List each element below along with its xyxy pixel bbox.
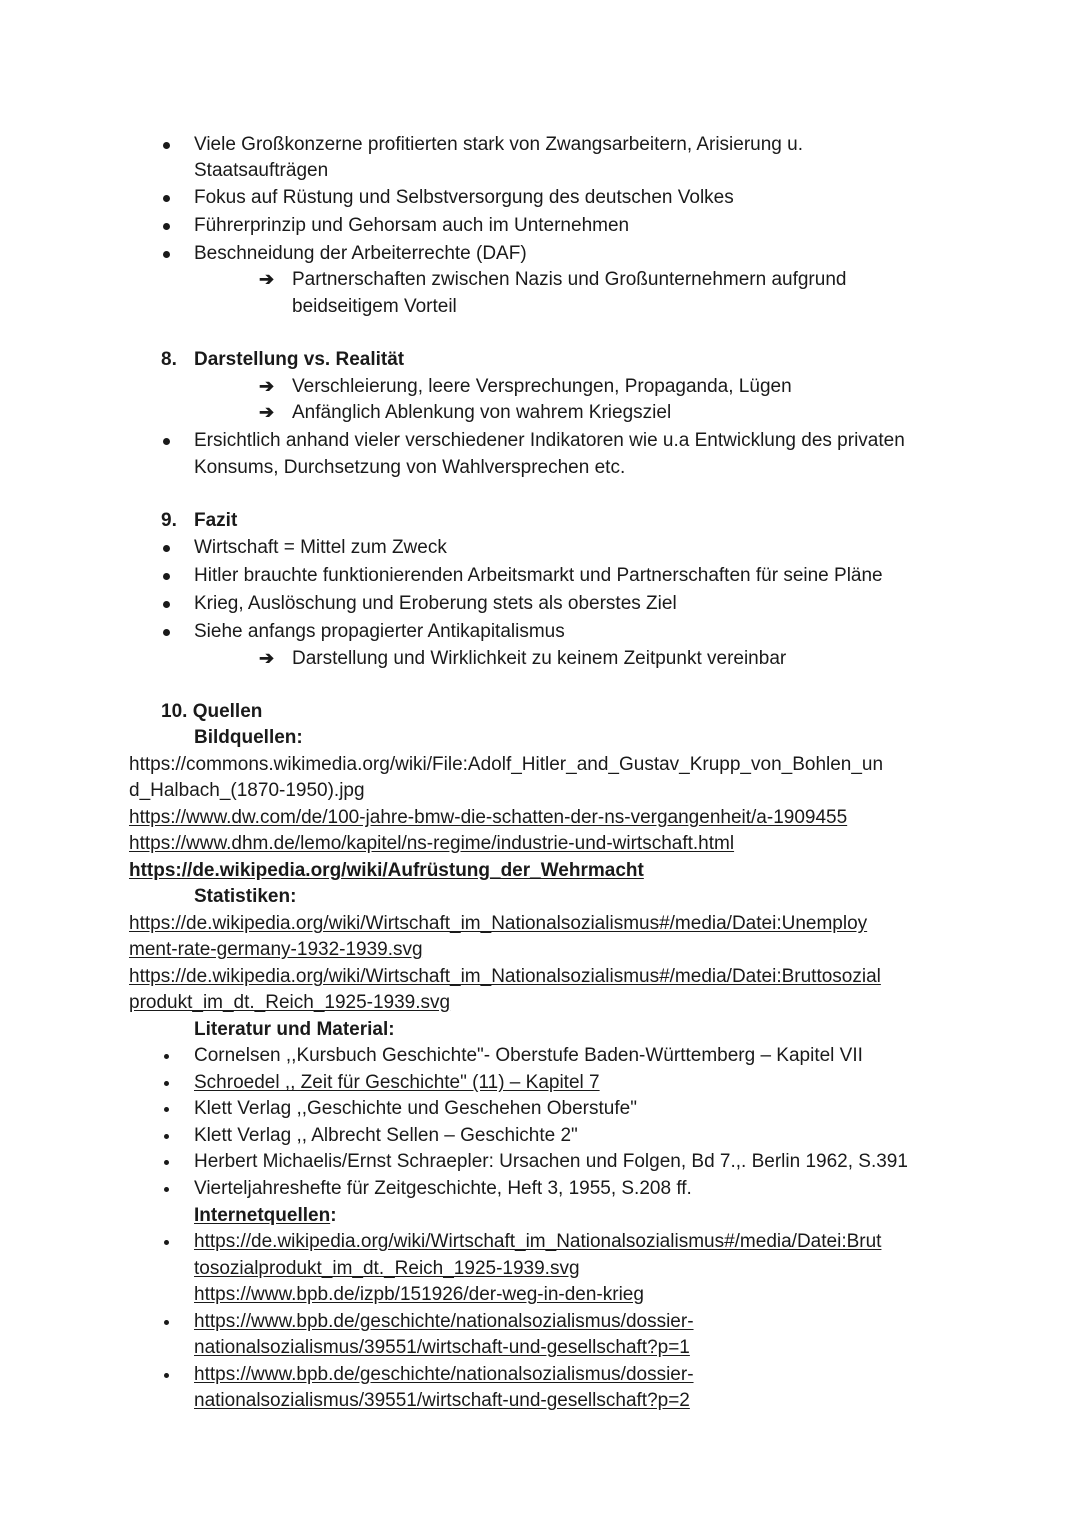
section-9-bullet-text: Wirtschaft = Mittel zum Zweck	[194, 537, 447, 558]
bullet-icon	[163, 195, 170, 202]
bullet-icon	[164, 1054, 169, 1059]
bullet-icon	[163, 573, 170, 580]
internet-source-link[interactable]: tosozialprodukt_im_dt._Reich_1925-1939.svg	[194, 1258, 580, 1279]
bullet-icon	[163, 251, 170, 258]
intro-bullet-text: Führerprinzip und Gehorsam auch im Unternehmen	[194, 215, 630, 236]
statistiken-heading: Statistiken:	[194, 886, 297, 907]
section-9-arrow-text: Darstellung und Wirklichkeit zu keinem Zeitpunkt vereinbar	[292, 648, 787, 669]
internet-source-link[interactable]: https://www.bpb.de/izpb/151926/der-weg-in-den-krieg	[194, 1284, 644, 1305]
internet-source-link[interactable]: nationalsozialismus/39551/wirtschaft-und-gesellschaft?p=2	[194, 1390, 690, 1411]
bullet-icon	[164, 1373, 169, 1378]
bullet-icon	[163, 629, 170, 636]
arrow-right-icon: ➔	[259, 648, 275, 668]
intro-bullet-text: Beschneidung der Arbeiterrechte (DAF)	[194, 243, 527, 264]
bildquellen-heading: Bildquellen:	[194, 727, 303, 748]
bullet-icon	[164, 1134, 169, 1139]
literatur-heading: Literatur und Material:	[194, 1019, 395, 1040]
bullet-icon	[163, 223, 170, 230]
section-9-bullet-text: Siehe anfangs propagierter Antikapitalismus	[194, 621, 565, 642]
literature-item: Klett Verlag ,,Geschichte und Geschehen Oberstufe"	[194, 1098, 637, 1119]
section-9-title: Fazit	[194, 510, 238, 531]
intro-bullet-text: Fokus auf Rüstung und Selbstversorgung des deutschen Volkes	[194, 187, 734, 208]
bullet-icon	[164, 1320, 169, 1325]
bullet-icon	[163, 601, 170, 608]
bullet-icon	[164, 1240, 169, 1245]
section-8-arrow-text: Verschleierung, leere Versprechungen, Propaganda, Lügen	[292, 376, 792, 397]
source-link[interactable]: https://www.dw.com/de/100-jahre-bmw-die-schatten-der-ns-vergangenheit/a-1909455	[129, 807, 848, 828]
section-8-bullet-text: Ersichtlich anhand vieler verschiedener Indikatoren wie u.a Entwicklung des privaten	[194, 430, 905, 451]
source-link[interactable]: https://commons.wikimedia.org/wiki/File:Adolf_Hitler_and_Gustav_Krupp_von_Bohlen_un	[129, 754, 884, 775]
bullet-icon	[164, 1081, 169, 1086]
internet-source-link[interactable]: nationalsozialismus/39551/wirtschaft-und-gesellschaft?p=1	[194, 1337, 690, 1358]
arrow-right-icon: ➔	[259, 402, 275, 422]
source-link[interactable]: https://de.wikipedia.org/wiki/Aufrüstung_der_Wehrmacht	[129, 860, 644, 881]
internet-source-link[interactable]: https://www.bpb.de/geschichte/nationalsozialismus/dossier-	[194, 1364, 694, 1385]
bullet-icon	[164, 1160, 169, 1165]
bullet-icon	[163, 142, 170, 149]
intro-bullet-text: Viele Großkonzerne profitierten stark von Zwangsarbeitern, Arisierung u.	[194, 134, 804, 155]
intro-arrow-text: Partnerschaften zwischen Nazis und Großunternehmern aufgrund	[292, 269, 847, 290]
intro-arrow-text: beidseitigem Vorteil	[292, 296, 457, 317]
section-9-bullet-text: Hitler brauchte funktionierenden Arbeitsmarkt und Partnerschaften für seine Pläne	[194, 565, 883, 586]
internetquellen-heading-text: Internetquellen	[194, 1205, 331, 1226]
section-10-title: 10. Quellen	[161, 701, 263, 722]
literature-item: Klett Verlag ,, Albrecht Sellen – Geschichte 2"	[194, 1125, 578, 1146]
section-8-bullet-text: Konsums, Durchsetzung von Wahlversprechen etc.	[194, 457, 626, 478]
section-9-bullet-text: Krieg, Auslöschung und Eroberung stets als oberstes Ziel	[194, 593, 677, 614]
intro-bullet-text: Staatsaufträgen	[194, 160, 329, 181]
bullet-icon	[163, 438, 170, 445]
internetquellen-heading-colon: :	[330, 1205, 337, 1226]
section-8-number: 8.	[161, 349, 177, 370]
bullet-icon	[164, 1107, 169, 1112]
literature-item: Herbert Michaelis/Ernst Schraepler: Ursachen und Folgen, Bd 7.,. Berlin 1962, S.391	[194, 1151, 908, 1172]
internetquellen-heading	[194, 1202, 337, 1229]
source-link[interactable]: ment-rate-germany-1932-1939.svg	[129, 939, 423, 960]
source-link[interactable]: produkt_im_dt._Reich_1925-1939.svg	[129, 992, 451, 1013]
literature-item: Cornelsen ,,Kursbuch Geschichte"- Oberstufe Baden-Württemberg – Kapitel VII	[194, 1045, 863, 1066]
literature-item: Schroedel ,, Zeit für Geschichte" (11) – Kapitel 7	[194, 1072, 600, 1093]
bullet-icon	[163, 545, 170, 552]
source-link[interactable]: https://de.wikipedia.org/wiki/Wirtschaft_im_Nationalsozialismus#/media/Datei:Bruttosozial	[129, 966, 881, 987]
section-8-title: Darstellung vs. Realität	[194, 349, 405, 370]
internet-source-link[interactable]: https://de.wikipedia.org/wiki/Wirtschaft_im_Nationalsozialismus#/media/Datei:Brut	[194, 1231, 882, 1252]
arrow-right-icon: ➔	[259, 269, 275, 289]
arrow-right-icon: ➔	[259, 376, 275, 396]
source-link[interactable]: d_Halbach_(1870-1950).jpg	[129, 780, 365, 801]
literature-item: Vierteljahreshefte für Zeitgeschichte, Heft 3, 1955, S.208 ff.	[194, 1178, 692, 1199]
source-link[interactable]: https://de.wikipedia.org/wiki/Wirtschaft_im_Nationalsozialismus#/media/Datei:Unemploy	[129, 913, 868, 934]
section-9-number: 9.	[161, 510, 177, 531]
bullet-icon	[164, 1187, 169, 1192]
source-link[interactable]: https://www.dhm.de/lemo/kapitel/ns-regime/industrie-und-wirtschaft.html	[129, 833, 735, 854]
internet-source-link[interactable]: https://www.bpb.de/geschichte/nationalsozialismus/dossier-	[194, 1311, 694, 1332]
section-8-arrow-text: Anfänglich Ablenkung von wahrem Kriegsziel	[292, 402, 672, 423]
